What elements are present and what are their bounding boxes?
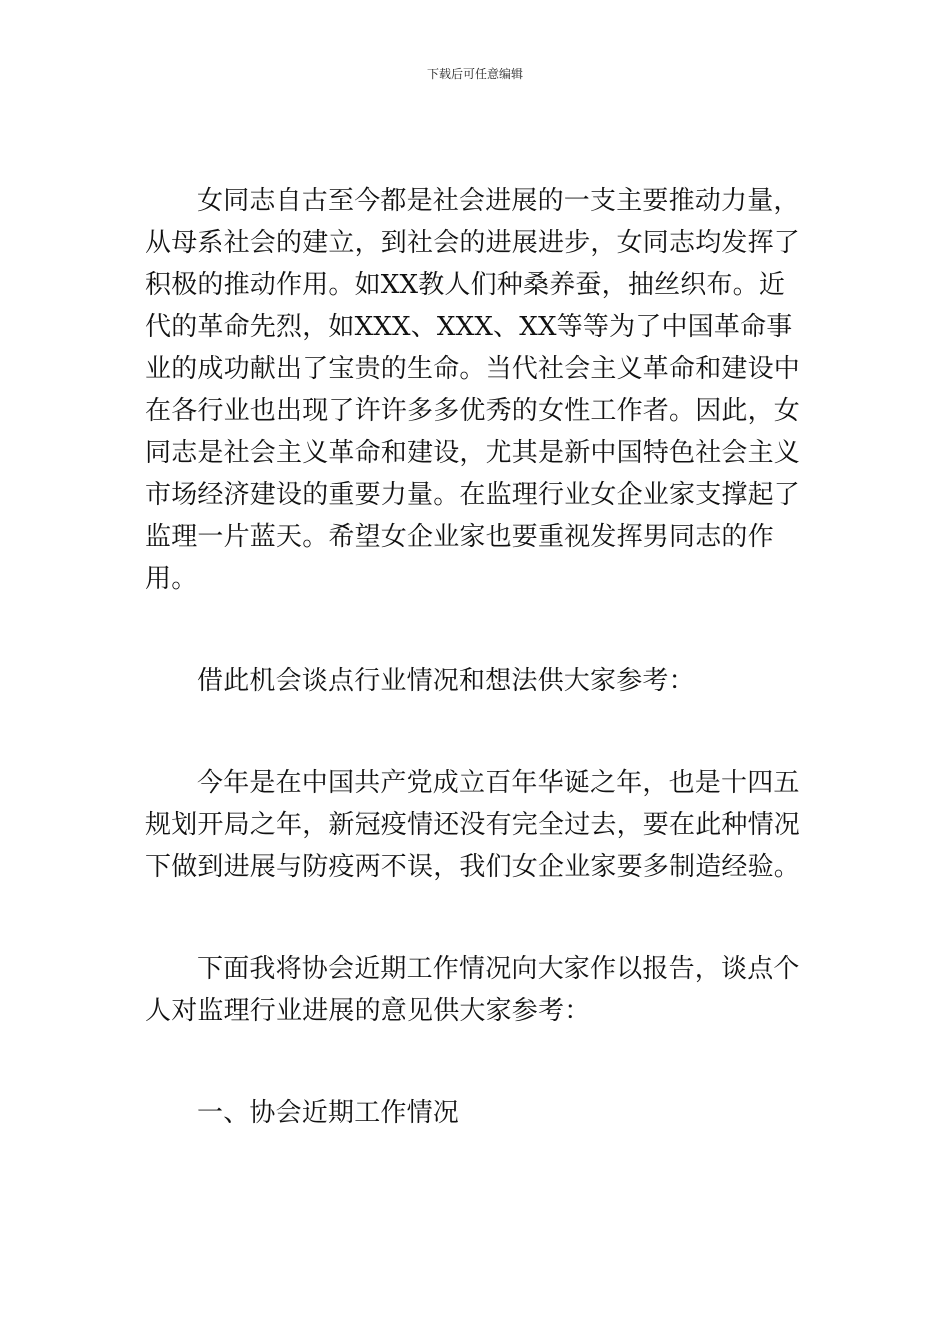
paragraph-intro: 女同志自古至今都是社会进展的一支主要推动力量，从母系社会的建立，到社会的进展进步，女同志均发挥了积极的推动作用。如XX教人们种桑养蚕，抽丝织布。近代的革命先烈，如XXX、XXX、XX等等为了中国革命事业的成功献出了宝贵的生命。当代社会主义革命和建设中在各行业也出现了许许多多优秀的女性工作者。因此，女同志是社会主义革命和建设，尤其是新中国特色社会主义市场经济建设的重要力量。在监理行业女企业家支撑起了监理一片蓝天。希望女企业家也要重视发挥男同志的作用。: [145, 186, 801, 594]
paragraph-report-intro: 下面我将协会近期工作情况向大家作以报告，谈点个人对监理行业进展的意见供大家参考：: [145, 954, 800, 1026]
paragraph-current-year: 今年是在中国共产党成立百年华诞之年，也是十四五规划开局之年，新冠疫情还没有完全过去，要在此种情况下做到进展与防疫两不误，我们女企业家要多制造经验。: [145, 768, 801, 882]
paragraph-transition: 借此机会谈点行业情况和想法供大家参考：: [197, 666, 695, 696]
header-note: 下载后可任意编辑: [426, 67, 523, 81]
document-body: [145, 180, 810, 1134]
section-heading-association-work: 一、协会近期工作情况: [197, 1098, 460, 1128]
